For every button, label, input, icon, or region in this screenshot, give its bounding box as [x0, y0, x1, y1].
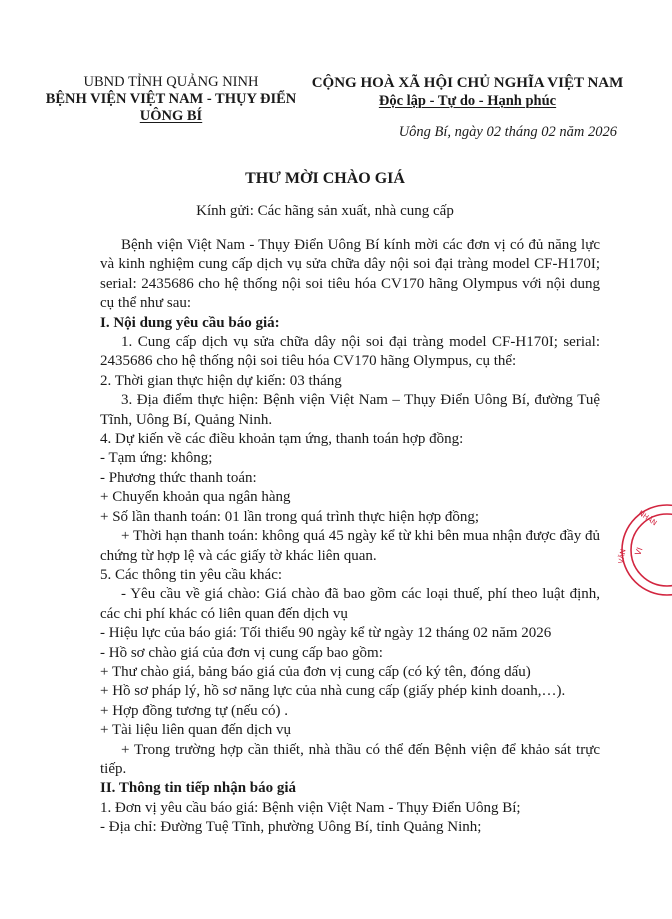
- intro-paragraph: Bệnh viện Việt Nam - Thụy Điển Uông Bí kính mời các đơn vị có đủ năng lực và kinh nghiệm cung cấp dịch vụ sửa chữa dây nội soi đại tràng model CF-H170I; serial: 2435686 cho hệ thống nội soi tiêu hóa CV170 hãng Olympus với nội dung cụ thể như sau:: [100, 237, 600, 312]
- section2-address: - Địa chỉ: Đường Tuệ Tĩnh, phường Uông Bí, tỉnh Quảng Ninh;: [100, 819, 482, 836]
- issuer-hospital-line1: BỆNH VIỆN VIỆT NAM - THỤY ĐIỂN: [45, 91, 297, 107]
- section1-heading: I. Nội dung yêu cầu báo giá:: [100, 314, 280, 331]
- country-name: CỘNG HOÀ XÃ HỘI CHỦ NGHĨA VIỆT NAM: [311, 75, 624, 91]
- stamp-text-side: VĂN: [617, 548, 628, 565]
- payment-times: + Số lần thanh toán: 01 lần trong quá trình thực hiện hợp đồng;: [100, 508, 480, 525]
- document-body: [100, 236, 600, 838]
- stamp-text-right: VI: [633, 546, 645, 557]
- national-header: [305, 74, 630, 110]
- red-stamp-fragment: [612, 500, 672, 600]
- document-title: THƯ MỜI CHÀO GIÁ: [245, 170, 405, 187]
- dossier-item: + Hợp đồng tương tự (nếu có) .: [100, 702, 289, 719]
- dossier-item: + Tài liệu liên quan đến dịch vụ: [100, 722, 292, 739]
- date-line: Uông Bí, ngày 02 tháng 02 năm 2026: [398, 124, 617, 140]
- section1-item1: 1. Cung cấp dịch vụ sửa chữa dây nội soi đại tràng model CF-H170I; serial: 2435686 cho hệ thống nội soi tiêu hóa CV170 hãng Olympus, cụ thể:: [100, 334, 600, 370]
- section1-item5: 5. Các thông tin yêu cầu khác:: [100, 566, 283, 583]
- issuer-block: [40, 74, 302, 125]
- quote-validity: - Hiệu lực của báo giá: Tối thiểu 90 ngày kể từ ngày 12 tháng 02 năm 2026: [100, 625, 552, 642]
- section2-heading: II. Thông tin tiếp nhận báo giá: [100, 780, 297, 797]
- dossier-heading: - Hồ sơ chào giá của đơn vị cung cấp bao gồm:: [100, 644, 383, 661]
- stamp-text-top: NHÂN: [636, 509, 659, 528]
- section1-item3: 3. Địa điểm thực hiện: Bệnh viện Việt Nam – Thụy Điển Uông Bí, đường Tuệ Tĩnh, Uông Bí, Quảng Ninh.: [100, 392, 600, 428]
- price-requirement: - Yêu cầu về giá chào: Giá chào đã bao gồm các loại thuế, phí theo luật định, các chi phí khác có liên quan đến dịch vụ: [100, 586, 600, 622]
- payment-transfer: + Chuyển khoản qua ngân hàng: [100, 489, 291, 506]
- greeting: Kính gửi: Các hãng sản xuất, nhà cung cấp: [196, 203, 454, 219]
- national-motto: Độc lập - Tự do - Hạnh phúc: [378, 93, 557, 109]
- payment-method: - Phương thức thanh toán:: [100, 469, 257, 486]
- issuer-hospital-line2: UÔNG BÍ: [139, 108, 203, 124]
- issuer-org: UBND TỈNH QUẢNG NINH: [83, 74, 259, 90]
- section1-item2: 2. Thời gian thực hiện dự kiến: 03 tháng: [100, 372, 342, 389]
- dossier-item: + Thư chào giá, bảng báo giá của đơn vị cung cấp (có ký tên, đóng dấu): [100, 663, 531, 680]
- section1-item4: 4. Dự kiến về các điều khoản tạm ứng, thanh toán hợp đồng:: [100, 431, 464, 448]
- dossier-item: + Hồ sơ pháp lý, hồ sơ năng lực của nhà cung cấp (giấy phép kinh doanh,…).: [100, 683, 566, 700]
- section2-item1: 1. Đơn vị yêu cầu báo giá: Bệnh viện Việt Nam - Thụy Điển Uông Bí;: [100, 799, 521, 816]
- payment-deadline: + Thời hạn thanh toán: không quá 45 ngày kể từ khi bên mua nhận được đầy đủ chứng từ hợp lệ và các giấy tờ khác liên quan.: [100, 528, 600, 564]
- dossier-item: + Trong trường hợp cần thiết, nhà thầu có thể đến Bệnh viện để khảo sát trực tiếp.: [100, 741, 600, 777]
- advance-payment: - Tạm ứng: không;: [100, 450, 213, 467]
